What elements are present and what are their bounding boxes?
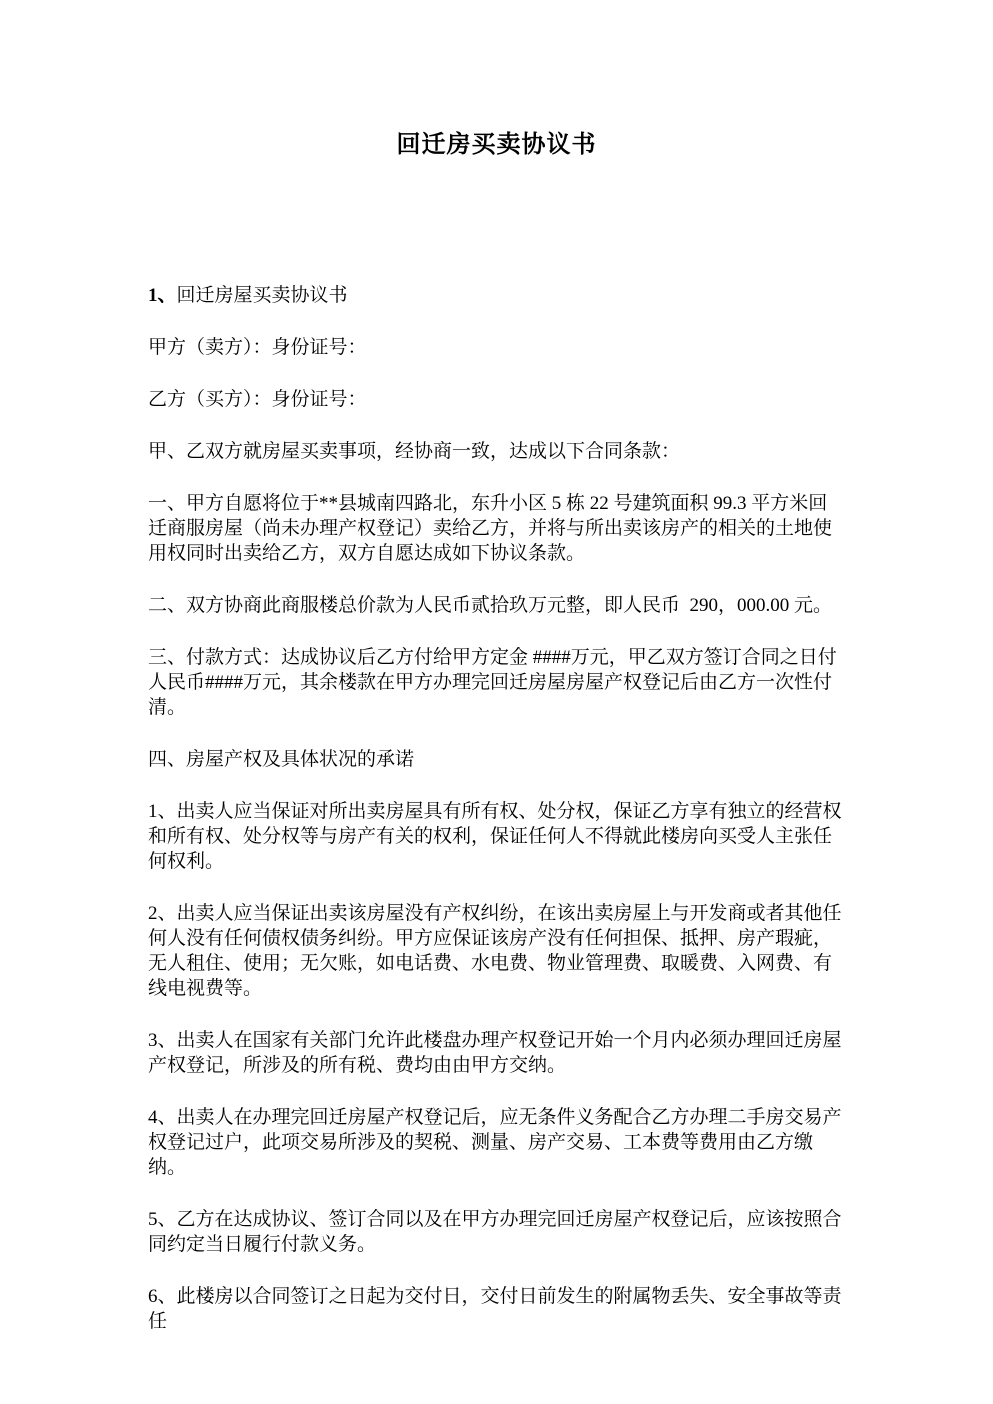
clause-4-item-5: 5、乙方在达成协议、签订合同以及在甲方办理完回迁房屋产权登记后，应该按照合同约定当日履行付款义务。	[148, 1209, 842, 1255]
section-heading-number: 1、	[148, 285, 177, 306]
document-title: 回迁房买卖协议书	[396, 132, 597, 158]
party-a-line: 甲方（卖方）：身份证号：	[148, 337, 367, 358]
clause-2-price: 二、双方协商此商服楼总价款为人民币贰拾玖万元整，即人民币 290，000.00 元。	[148, 595, 833, 616]
clause-4-item-2: 2、出卖人应当保证出卖该房屋没有产权纠纷，在该出卖房屋上与开发商或者其他任何人没有任何债权债务纠纷。甲方应保证该房产没有任何担保、抵押、房产瑕疵，无人租住、使用；无欠账，如电话费、水电费、物业管理费、取暖费、入网费、有线电视费等。	[148, 903, 842, 999]
clause-4-item-1: 1、出卖人应当保证对所出卖房屋具有所有权、处分权，保证乙方享有独立的经营权和所有权、处分权等与房产有关的权利，保证任何人不得就此楼房向买受人主张任何权利。	[148, 801, 842, 872]
clause-4-heading: 四、房屋产权及具体状况的承诺	[148, 749, 415, 770]
clause-4-item-3: 3、出卖人在国家有关部门允许此楼盘办理产权登记开始一个月内必须办理回迁房屋产权登记，所涉及的所有税、费均由由甲方交纳。	[148, 1030, 842, 1076]
clause-3-payment: 三、付款方式：达成协议后乙方付给甲方定金 ####万元，甲乙双方签订合同之日付人民币####万元，其余楼款在甲方办理完回迁房屋房屋产权登记后由乙方一次性付清。	[148, 647, 837, 718]
section-heading-text: 回迁房屋买卖协议书	[176, 285, 348, 306]
clause-1-property: 一、甲方自愿将位于**县城南四路北，东升小区 5 栋 22 号建筑面积 99.3 平方米回迁商服房屋（尚未办理产权登记）卖给乙方，并将与所出卖该房产的相关的土地使用权同时出卖给乙方，双方自愿达成如下协议条款。	[148, 493, 833, 564]
section-heading	[148, 283, 845, 308]
clause-4-item-4: 4、出卖人在办理完回迁房屋产权登记后，应无条件义务配合乙方办理二手房交易产权登记过户，此项交易所涉及的契税、测量、房产交易、工本费等费用由乙方缴纳。	[148, 1107, 842, 1178]
clause-4-item-6: 6、此楼房以合同签订之日起为交付日，交付日前发生的附属物丢失、安全事故等责任	[148, 1286, 842, 1332]
party-b-line: 乙方（买方）：身份证号：	[148, 389, 367, 410]
preamble-line: 甲、乙双方就房屋买卖事项，经协商一致，达成以下合同条款：	[148, 441, 681, 462]
